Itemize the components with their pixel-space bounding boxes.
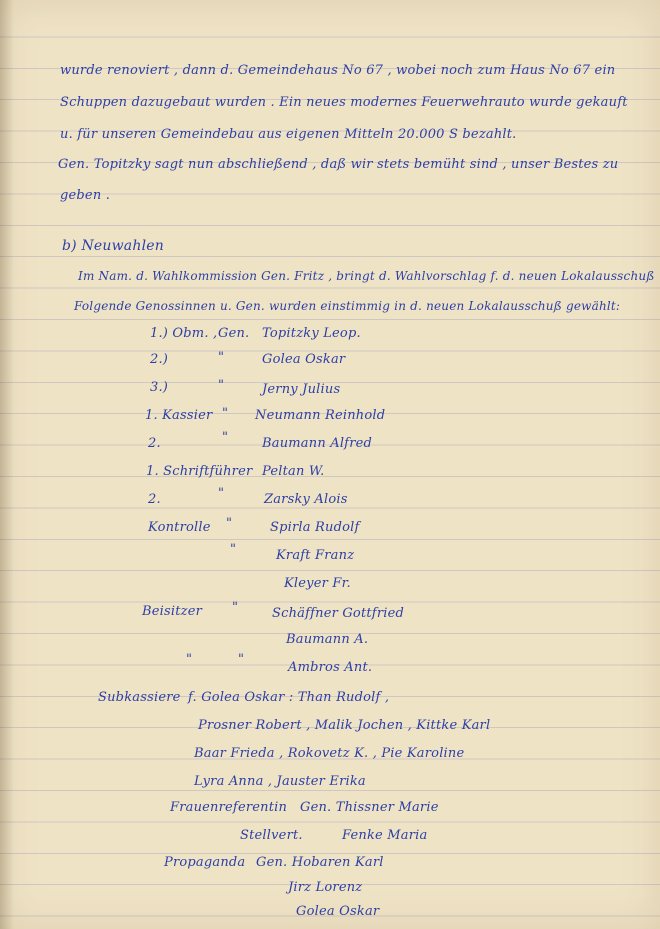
officer-mark: "	[222, 406, 229, 421]
intro-line-3: u. für unseren Gemeindebau aus eigenen Mitteln 20.000 S bezahlt.	[60, 127, 517, 142]
name-row: Prosner Robert , Malik Jochen , Kittke Karl	[198, 718, 491, 733]
name-row: Baar Frieda , Rokovetz K. , Pie Karoline	[194, 746, 465, 761]
intro-line-4: Gen. Topitzky sagt nun abschließend , daß wir stets bemüht sind , unser Bestes zu	[58, 157, 619, 172]
name-row: Jirz Lorenz	[288, 880, 363, 895]
officer-mark: "	[226, 516, 233, 531]
officer-name: Golea Oskar	[262, 352, 346, 367]
intro-line-2: Schuppen dazugebaut wurden . Ein neues modernes Feuerwehrauto wurde gekauft	[60, 95, 628, 110]
name-row: Lyra Anna , Jauster Erika	[194, 774, 366, 789]
officer-name: Neumann Reinhold	[255, 408, 386, 423]
officer-name: Kleyer Fr.	[284, 576, 351, 591]
section-para-1: Im Nam. d. Wahlkommission Gen. Fritz , bringt d. Wahlvorschlag f. d. neuen Lokalausschuß	[78, 269, 655, 283]
officer-role: 2.)	[150, 352, 169, 367]
officer-mark: "	[218, 350, 225, 365]
officer-role: 2.	[148, 492, 161, 507]
propaganda-name: Gen. Hobaren Karl	[256, 855, 384, 870]
officer-mark: "	[232, 600, 239, 615]
officer-role: 1. Schriftführer	[146, 464, 253, 479]
officer-name: Baumann A.	[286, 632, 369, 647]
officer-role: Beisitzer	[142, 604, 203, 619]
officer-name: Schäffner Gottfried	[272, 606, 405, 621]
officer-mark: "	[222, 430, 229, 445]
officer-mark: "	[218, 378, 225, 393]
section-heading: b) Neuwahlen	[62, 238, 164, 254]
officer-role: 3.)	[150, 380, 169, 395]
officer-role: 1. Kassier	[145, 408, 213, 423]
officer-name: Jerny Julius	[262, 382, 341, 397]
officer-name: Baumann Alfred	[262, 436, 373, 451]
officer-name: Topitzky Leop.	[262, 326, 361, 341]
officer-name: Spirla Rudolf	[270, 520, 360, 535]
officer-mark: "	[238, 652, 245, 667]
subkassiere-names: f. Golea Oskar : Than Rudolf ,	[188, 690, 390, 705]
section-para-2: Folgende Genossinnen u. Gen. wurden einstimmig in d. neuen Lokalausschuß gewählt:	[74, 299, 621, 313]
officer-mark: "	[218, 486, 225, 501]
officer-name: Kraft Franz	[276, 548, 355, 563]
officer-role: "	[230, 542, 237, 557]
intro-line-1: wurde renoviert , dann d. Gemeindehaus No 67 , wobei noch zum Haus No 67 ein	[60, 63, 616, 78]
officer-mark: Gen.	[218, 326, 250, 341]
stellvertreterin-name: Fenke Maria	[342, 828, 428, 843]
frauenreferentin-label: Frauenreferentin	[170, 800, 288, 815]
stellvertreterin-label: Stellvert.	[240, 828, 303, 843]
officer-role: "	[186, 652, 193, 667]
frauenreferentin-name: Gen. Thissner Marie	[300, 800, 439, 815]
intro-line-5: geben .	[60, 188, 111, 203]
officer-role: 1.) Obm. ,	[150, 326, 218, 341]
officer-name: Zarsky Alois	[264, 492, 348, 507]
officer-role: 2.	[148, 436, 161, 451]
name-row: Golea Oskar	[296, 904, 380, 919]
binding-edge	[0, 0, 14, 929]
propaganda-label: Propaganda	[164, 855, 246, 870]
officer-name: Peltan W.	[262, 464, 325, 479]
subkassiere-label: Subkassiere	[98, 690, 181, 705]
officer-role: Kontrolle	[148, 520, 211, 535]
officer-name: Ambros Ant.	[288, 660, 373, 675]
